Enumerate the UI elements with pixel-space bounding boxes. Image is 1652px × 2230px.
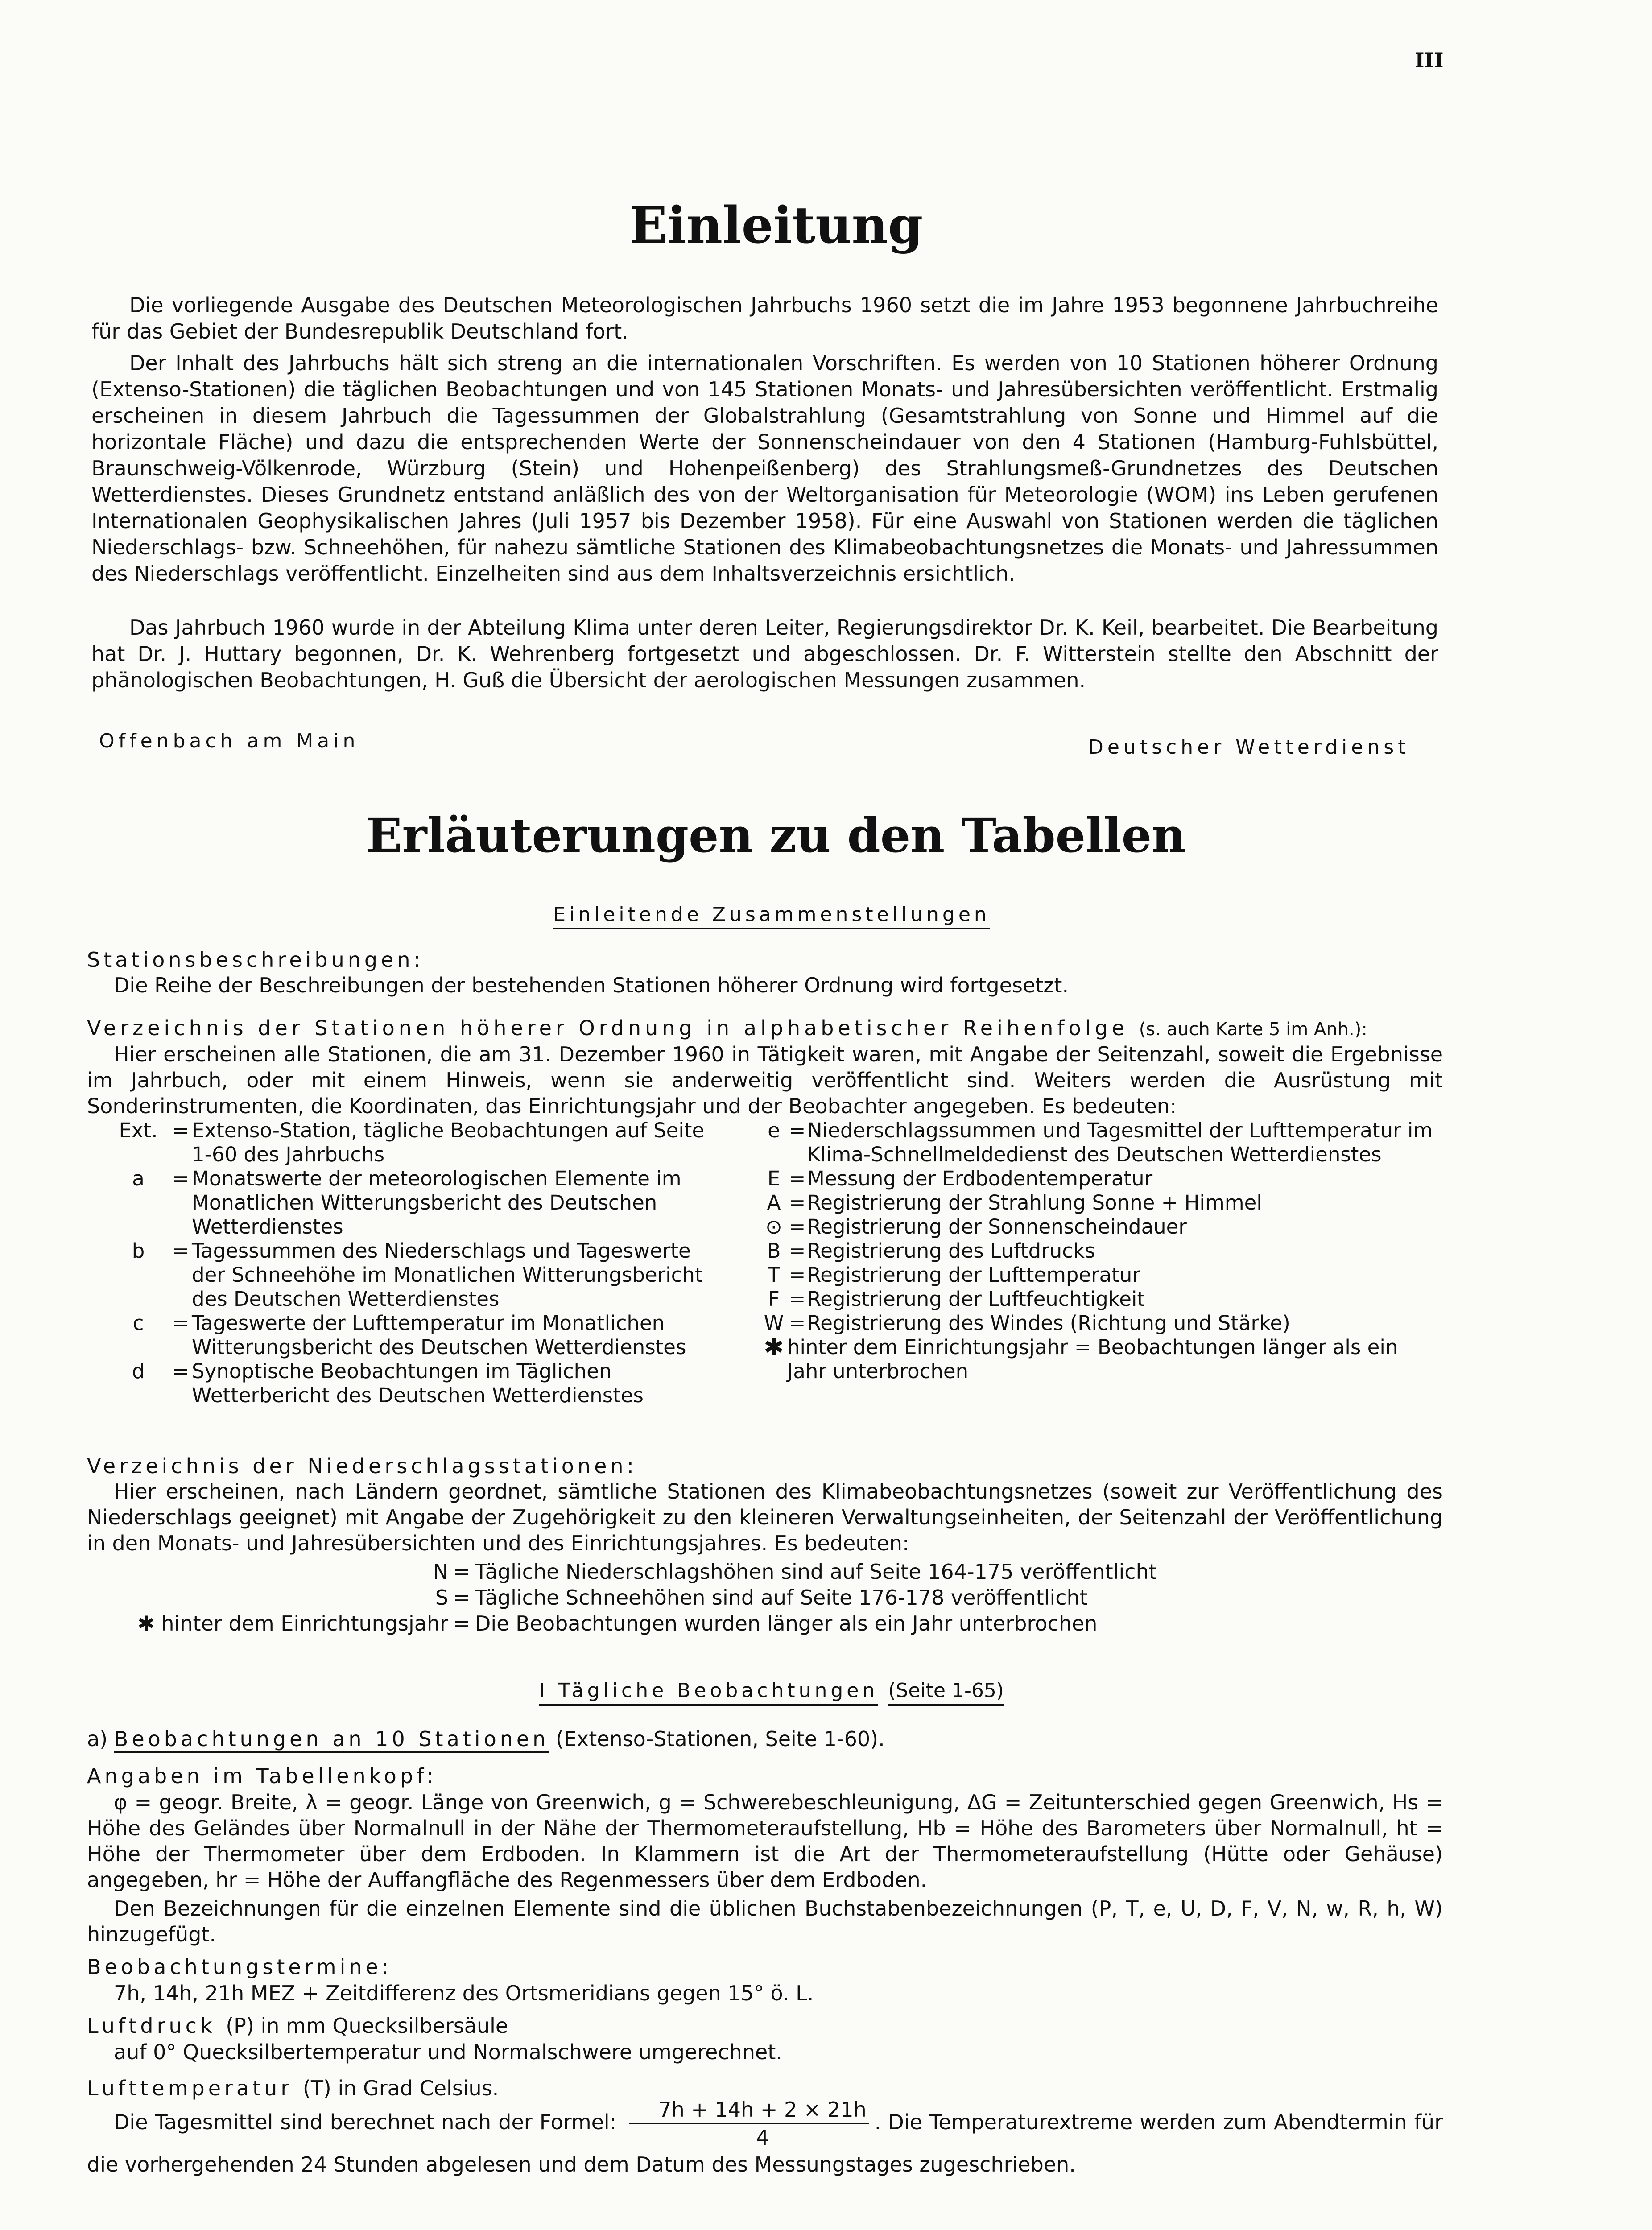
sun-symbol-icon: ⊙	[765, 1215, 782, 1239]
legend-niederschlag	[87, 1559, 1443, 1636]
text-luftdruck: auf 0° Quecksilbertemperatur und Normalschwere umgerechnet.	[114, 2040, 782, 2064]
einleitung-paragraph-2: Der Inhalt des Jahrbuchs hält sich streng an die internationalen Vorschriften. Es werden von 10 Stationen höherer Ordnung (Extenso-Stationen) die täglichen Beobachtungen und von 145 Stationen Monats- und Jahresübersichten veröffentlicht. Erstmalig erscheinen in diesem Jahrbuch die Tagessummen der Globalstrahlung (Gesamtstrahlung von Sonne und Himmel auf die horizontale Fläche) und dazu die entsprechenden Werte der Sonnenscheindauer von den 4 Stationen (Hamburg-Fuhlsbüttel, Braunschweig-Völkenrode, Würzburg (Stein) und Hohenpeißenberg) des Strahlungsmeß-Grundnetzes des Deutschen Wetterdienstes. Dieses Grundnetz entstand anläßlich des von der Weltorganisation für Meteorologie (WOM) ins Leben gerufenen Internationalen Geophysikalischen Jahres (Juli 1957 bis Dezember 1958). Für eine Auswahl von Stationen werden die täglichen Niederschlags- bzw. Schneehöhen, für nahezu sämtliche Stationen des Klimabeobachtungsnetzes die Monats- und Jahressummen des Niederschlags veröffentlicht. Einzelheiten sind aus dem Inhaltsverzeichnis ersichtlich.	[91, 351, 1438, 586]
asterisk-icon: ✱	[764, 1333, 784, 1361]
subsection-a-note: (Extenso-Stationen, Seite 1-60).	[555, 1727, 885, 1751]
heading-verzeichnis-stationen-text: Verzeichnis der Stationen höherer Ordnung in alphabetischer Reihenfolge	[87, 1016, 1129, 1040]
heading-luftdruck	[87, 2014, 508, 2038]
text-stationsbeschreibungen: Die Reihe der Beschreibungen der bestehenden Stationen höherer Ordnung wird fortgesetzt.	[114, 973, 1069, 997]
legend-value: Registrierung der Luftfeuchtigkeit	[807, 1287, 1145, 1311]
heading-niederschlagsstationen: Verzeichnis der Niederschlagsstationen:	[87, 1454, 638, 1478]
text-temperaturextreme: . Die Temperaturextreme werden zum Abendtermin für die vorhergehenden 24 Stunden abgelesen und dem Datum des Messungstages zugeschrieben.	[87, 2110, 1443, 2176]
title-einleitung: Einleitung	[629, 196, 923, 255]
legend-item: B = Registrierung des Luftdrucks	[760, 1239, 1438, 1263]
text-lufttemperatur	[87, 2096, 1443, 2178]
legend-key: F	[768, 1287, 780, 1311]
legend-item: S = Tägliche Schneehöhen sind auf Seite 176-178 veröffentlicht	[87, 1585, 1443, 1611]
legend-value: Tageswerte der Lufttemperatur im Monatlichen Witterungsbericht des Deutschen Wetterdienstes	[192, 1311, 686, 1359]
legend-key: S	[435, 1586, 448, 1610]
text-angaben: φ = geogr. Breite, λ = geogr. Länge von Greenwich, g = Schwerebeschleunigung, ΔG = Zeitunterschied gegen Greenwich, Hs = Höhe des Geländes über Normalnull in der Nähe der Thermometeraufstellung, Hb = Höhe des Barometers über Normalnull, ht = Höhe der Thermometer über dem Erdboden. In Klammern ist die Art der Thermometeraufstellung (Hütte oder Gehäuse) angegeben, hr = Höhe der Auffangfläche des Regenmessers über dem Erdboden.	[87, 1790, 1443, 1892]
legend-key: d	[132, 1359, 145, 1383]
subsection-a-title: Beobachtungen an 10 Stationen	[114, 1727, 549, 1753]
legend-key: T	[768, 1263, 780, 1287]
heading-angaben: Angaben im Tabellenkopf:	[87, 1764, 438, 1788]
legend-key: W	[764, 1311, 784, 1335]
heading-beobachtungstermine: Beobachtungstermine:	[87, 1955, 392, 1979]
legend-key: c	[132, 1311, 144, 1335]
legend-item: b = Tagessummen des Niederschlags und Tageswerte der Schneehöhe im Monatlichen Witterungsbericht des Deutschen Wetterdienstes	[107, 1239, 727, 1311]
place-line: Offenbach am Main	[99, 730, 359, 752]
legend-item-star	[760, 1335, 1438, 1383]
legend-key: ✱ hinter dem Einrichtungsjahr	[137, 1611, 448, 1635]
page-number: III	[1415, 48, 1444, 72]
organization-line: Deutscher Wetterdienst	[1088, 736, 1410, 759]
star-text-right: Beobachtungen länger als ein Jahr unterbrochen	[787, 1335, 1398, 1383]
legend-item: T = Registrierung der Lufttemperatur	[760, 1263, 1438, 1287]
legend-item: d = Synoptische Beobachtungen im Täglichen Wetterbericht des Deutschen Wetterdienstes	[107, 1359, 727, 1408]
formula-denominator: 4	[756, 2126, 769, 2150]
legend-value: Tägliche Schneehöhen sind auf Seite 176-178 veröffentlicht	[475, 1586, 1088, 1610]
legend-key: b	[132, 1239, 145, 1263]
subsection-a	[87, 1726, 885, 1752]
einleitung-paragraph-3: Das Jahrbuch 1960 wurde in der Abteilung Klima unter deren Leiter, Regierungsdirektor Dr. K. Keil, bearbeitet. Die Bearbeitung hat Dr. J. Huttary begonnen, Dr. K. Wehrenberg fortgesetzt und abgeschlossen. Dr. F. Witterstein stellte den Abschnitt der phänologischen Beobachtungen, H. Guß die Übersicht der aerologischen Messungen zusammen.	[91, 615, 1438, 692]
legend-value: Niederschlagssummen und Tagesmittel der Lufttemperatur im Klima-Schnellmeldedienst des Deutschen Wetterdienstes	[807, 1119, 1433, 1166]
heading-verzeichnis-stationen	[87, 1016, 1367, 1040]
legend-value: Registrierung der Strahlung Sonne + Himmel	[807, 1191, 1262, 1214]
formula-numerator: 7h + 14h + 2 × 21h	[629, 2096, 869, 2124]
legend-value: Messung der Erdbodentemperatur	[807, 1167, 1153, 1190]
legend-item: Ext. = Extenso-Station, tägliche Beobachtungen auf Seite 1-60 des Jahrbuchs	[107, 1119, 727, 1167]
section-heading-taegliche	[0, 1679, 1543, 1702]
heading-lufttemperatur-text: Lufttemperatur	[87, 2076, 293, 2100]
legend-key: A	[767, 1191, 781, 1214]
heading-verzeichnis-note: (s. auch Karte 5 im Anh.):	[1139, 1019, 1367, 1040]
legend-key: E	[767, 1167, 781, 1190]
legend-key: N	[433, 1560, 448, 1584]
heading-luftdruck-unit: (P) in mm Quecksilbersäule	[226, 2014, 508, 2038]
section-heading-taegliche-text: I Tägliche Beobachtungen	[539, 1679, 878, 1706]
legend-right	[760, 1119, 1438, 1383]
legend-value: Monatswerte der meteorologischen Elemente im Monatlichen Witterungsbericht des Deutschen Wetterdienstes	[192, 1167, 681, 1239]
legend-value: Registrierung der Sonnenscheindauer	[807, 1215, 1187, 1239]
section-heading-einleitende: Einleitende Zusammenstellungen	[0, 903, 1543, 926]
legend-item: E = Messung der Erdbodentemperatur	[760, 1167, 1438, 1191]
text-verzeichnis-stationen: Hier erscheinen alle Stationen, die am 31. Dezember 1960 in Tätigkeit waren, mit Angabe der Seitenzahl, soweit die Ergebnisse im Jahrbuch, oder mit einem Hinweis, wenn sie anderweitig veröffentlicht sind. Weiters werden die Ausrüstung mit Sonderinstrumenten, die Koordinaten, das Einrichtungsjahr und der Beobachter angegeben. Es bedeuten:	[87, 1042, 1443, 1118]
section-heading-taegliche-pages: (Seite 1-65)	[888, 1679, 1004, 1706]
legend-value: Tagessummen des Niederschlags und Tageswerte der Schneehöhe im Monatlichen Witterungsbericht des Deutschen Wetterdienstes	[192, 1239, 703, 1311]
formula-intro: Die Tagesmittel sind berechnet nach der Formel:	[114, 2110, 617, 2134]
legend-value: Die Beobachtungen wurden länger als ein Jahr unterbrochen	[475, 1611, 1098, 1635]
legend-value: Tägliche Niederschlagshöhen sind auf Seite 164-175 veröffentlicht	[475, 1560, 1157, 1584]
heading-stationsbeschreibungen: Stationsbeschreibungen:	[87, 948, 425, 972]
legend-value: Registrierung des Windes (Richtung und Stärke)	[807, 1311, 1290, 1335]
legend-item: a = Monatswerte der meteorologischen Elemente im Monatlichen Witterungsbericht des Deutschen Wetterdienstes	[107, 1167, 727, 1239]
legend-left	[107, 1119, 727, 1408]
title-erlaeuterungen: Erläuterungen zu den Tabellen	[366, 807, 1186, 863]
temperature-formula	[629, 2096, 869, 2151]
heading-lufttemperatur-unit: (T) in Grad Celsius.	[302, 2076, 499, 2100]
text-angaben-2: Den Bezeichnungen für die einzelnen Elemente sind die üblichen Buchstabenbezeichnungen (P, T, e, U, D, F, V, N, w, R, h, W) hinzugefügt.	[87, 1896, 1443, 1946]
legend-value: Registrierung der Lufttemperatur	[807, 1263, 1140, 1287]
legend-value: Registrierung des Luftdrucks	[807, 1239, 1095, 1263]
legend-item: c = Tageswerte der Lufttemperatur im Monatlichen Witterungsbericht des Deutschen Wetterdienstes	[107, 1311, 727, 1359]
legend-item: e = Niederschlagssummen und Tagesmittel der Lufttemperatur im Klima-Schnellmeldedienst des Deutschen Wetterdienstes	[760, 1119, 1438, 1167]
legend-item: F = Registrierung der Luftfeuchtigkeit	[760, 1287, 1438, 1311]
heading-luftdruck-text: Luftdruck	[87, 2014, 216, 2038]
legend-item: W = Registrierung des Windes (Richtung und Stärke)	[760, 1311, 1438, 1335]
text-niederschlagsstationen: Hier erscheinen, nach Ländern geordnet, sämtliche Stationen des Klimabeobachtungsnetzes (soweit zur Veröffentlichung des Niederschlags geeignet) mit Angabe der Zugehörigkeit zu den kleineren Verwaltungseinheiten, der Seitenzahl der Veröffentlichung in den Monats- und Jahresübersichten und des Einrichtungsjahres. Es bedeuten:	[87, 1479, 1443, 1555]
legend-value: Synoptische Beobachtungen im Täglichen Wetterbericht des Deutschen Wetterdienstes	[192, 1359, 644, 1407]
legend-item: ⊙ = Registrierung der Sonnenscheindauer	[760, 1215, 1438, 1239]
subsection-a-label: a)	[87, 1727, 108, 1751]
legend-item: A = Registrierung der Strahlung Sonne + Himmel	[760, 1191, 1438, 1215]
einleitung-paragraph-1: Die vorliegende Ausgabe des Deutschen Meteorologischen Jahrbuchs 1960 setzt die im Jahre 1953 begonnene Jahrbuchreihe für das Gebiet der Bundesrepublik Deutschland fort.	[91, 293, 1438, 343]
legend-key: B	[767, 1239, 781, 1263]
text-beobachtungstermine: 7h, 14h, 21h MEZ + Zeitdifferenz des Ortsmeridians gegen 15° ö. L.	[114, 1981, 814, 2005]
legend-item: ✱ hinter dem Einrichtungsjahr = Die Beobachtungen wurden länger als ein Jahr unterbrochen	[87, 1611, 1443, 1636]
legend-item: N = Tägliche Niederschlagshöhen sind auf Seite 164-175 veröffentlicht	[87, 1559, 1443, 1585]
star-text-left: hinter dem Einrichtungsjahr =	[787, 1335, 1091, 1359]
legend-key: a	[132, 1167, 145, 1190]
legend-value: Extenso-Station, tägliche Beobachtungen auf Seite 1-60 des Jahrbuchs	[192, 1119, 705, 1166]
legend-key: e	[768, 1119, 780, 1142]
legend-key: Ext.	[119, 1119, 158, 1142]
